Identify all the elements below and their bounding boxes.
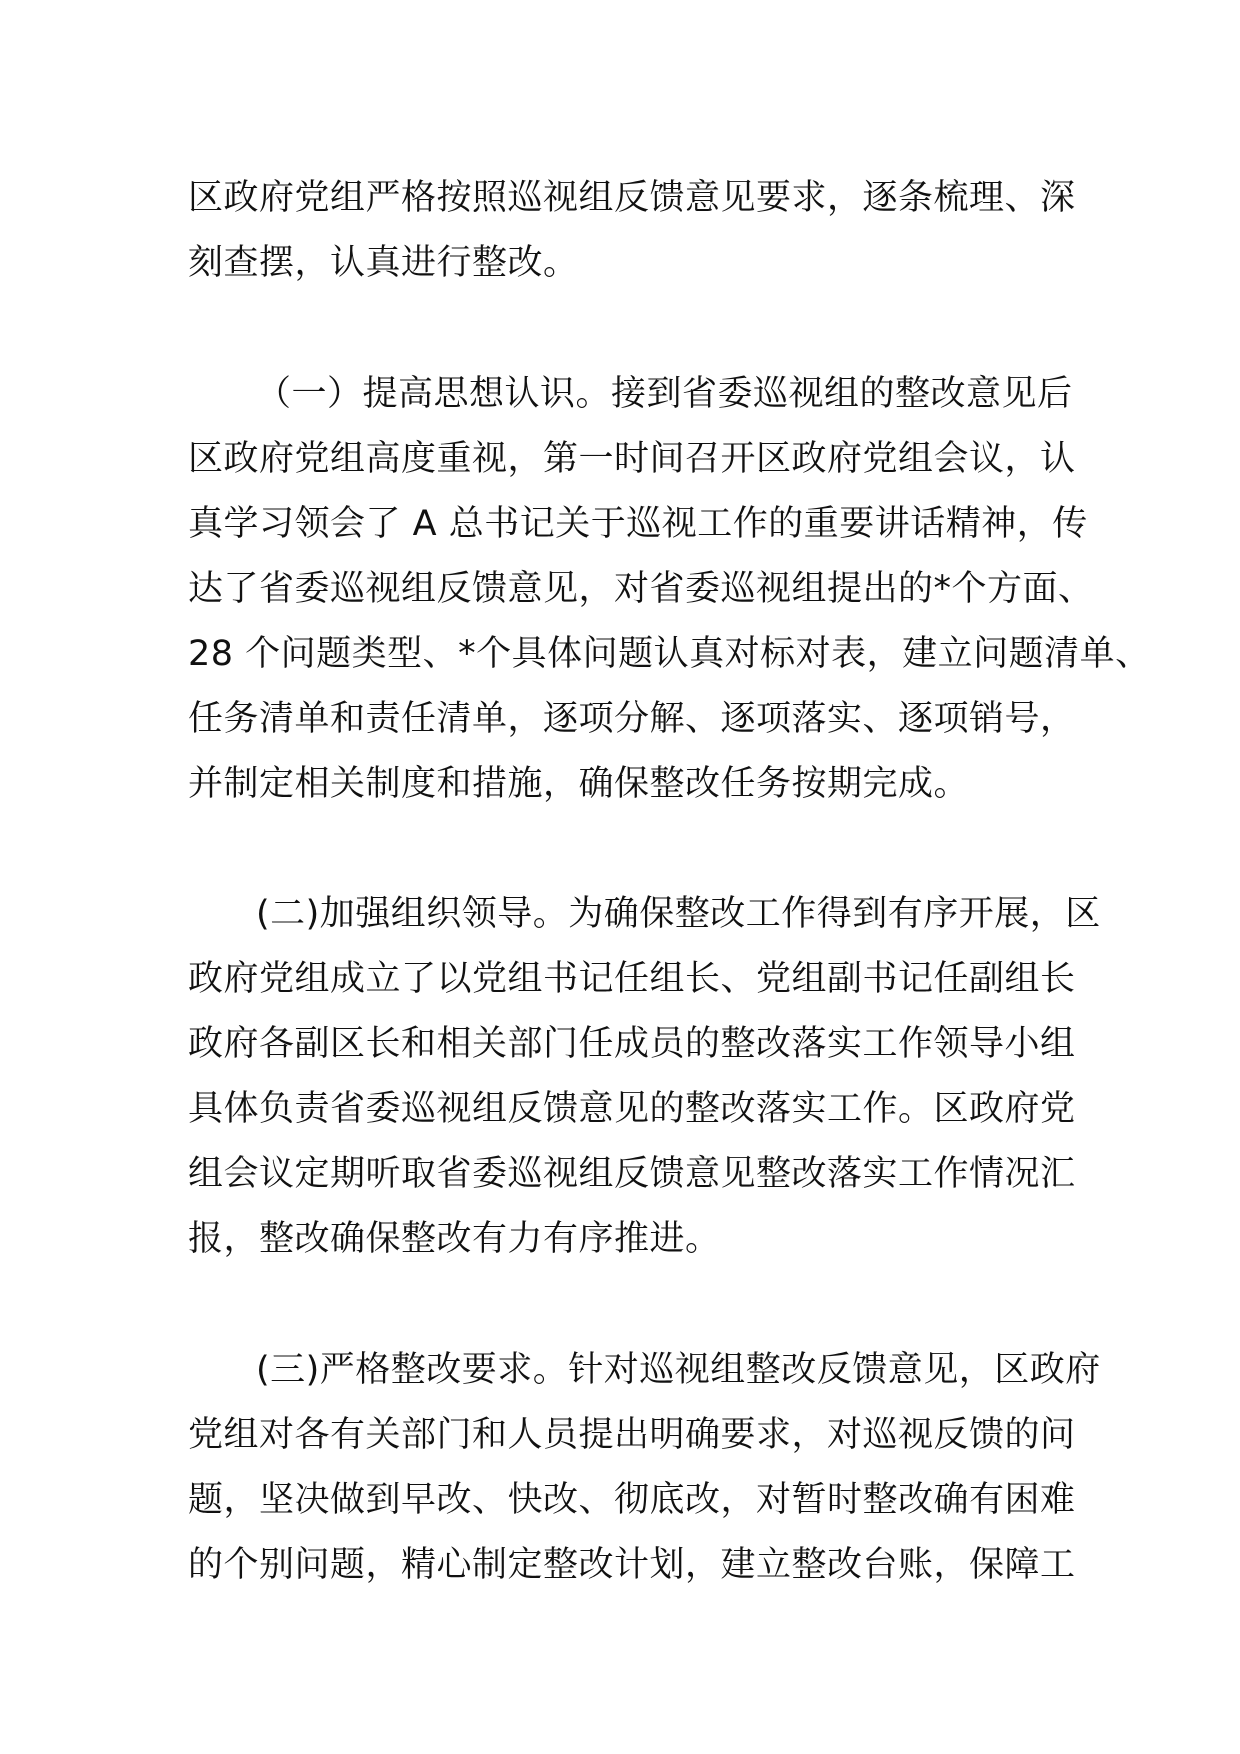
text-line: 刻查摆，认真进行整改。 (188, 243, 579, 283)
text-line: 真学习领会了 A 总书记关于巡视工作的重要讲话精神，传 (188, 504, 1088, 544)
paragraph-section-1 (188, 362, 1151, 817)
text-line: 党组对各有关部门和人员提出明确要求，对巡视反馈的问 (188, 1415, 1076, 1455)
section-heading-line: (二)加强组织领导。为确保整改工作得到有序开展，区 (256, 894, 1101, 934)
text-line: 28 个问题类型、*个具体问题认真对标对表，建立问题清单、 (188, 634, 1151, 674)
text-line: 报，整改确保整改有力有序推进。 (188, 1219, 721, 1259)
paragraph-section-3 (188, 1338, 1101, 1598)
section-heading-line: （一）提高思想认识。接到省委巡视组的整改意见后 (256, 374, 1073, 414)
text-line: 政府党组成立了以党组书记任组长、党组副书记任副组长 (188, 959, 1076, 999)
text-line: 达了省委巡视组反馈意见，对省委巡视组提出的*个方面、 (188, 569, 1094, 609)
text-line: 题，坚决做到早改、快改、彻底改，对暂时整改确有困难 (188, 1480, 1076, 1520)
text-line: 的个别问题，精心制定整改计划，建立整改台账，保障工 (188, 1545, 1076, 1585)
text-line: 区政府党组高度重视，第一时间召开区政府党组会议，认 (188, 439, 1076, 479)
text-line: 政府各副区长和相关部门任成员的整改落实工作领导小组 (188, 1024, 1076, 1064)
text-line: 任务清单和责任清单，逐项分解、逐项落实、逐项销号， (188, 699, 1076, 739)
text-line: 组会议定期听取省委巡视组反馈意见整改落实工作情况汇 (188, 1154, 1076, 1194)
section-heading-line: (三)严格整改要求。针对巡视组整改反馈意见，区政府 (256, 1350, 1101, 1390)
text-line: 区政府党组严格按照巡视组反馈意见要求，逐条梳理、深 (188, 178, 1076, 218)
paragraph-section-2 (188, 882, 1101, 1272)
text-line: 并制定相关制度和措施，确保整改任务按期完成。 (188, 764, 970, 804)
paragraph-intro (188, 166, 1076, 296)
text-line: 具体负责省委巡视组反馈意见的整改落实工作。区政府党 (188, 1089, 1076, 1129)
